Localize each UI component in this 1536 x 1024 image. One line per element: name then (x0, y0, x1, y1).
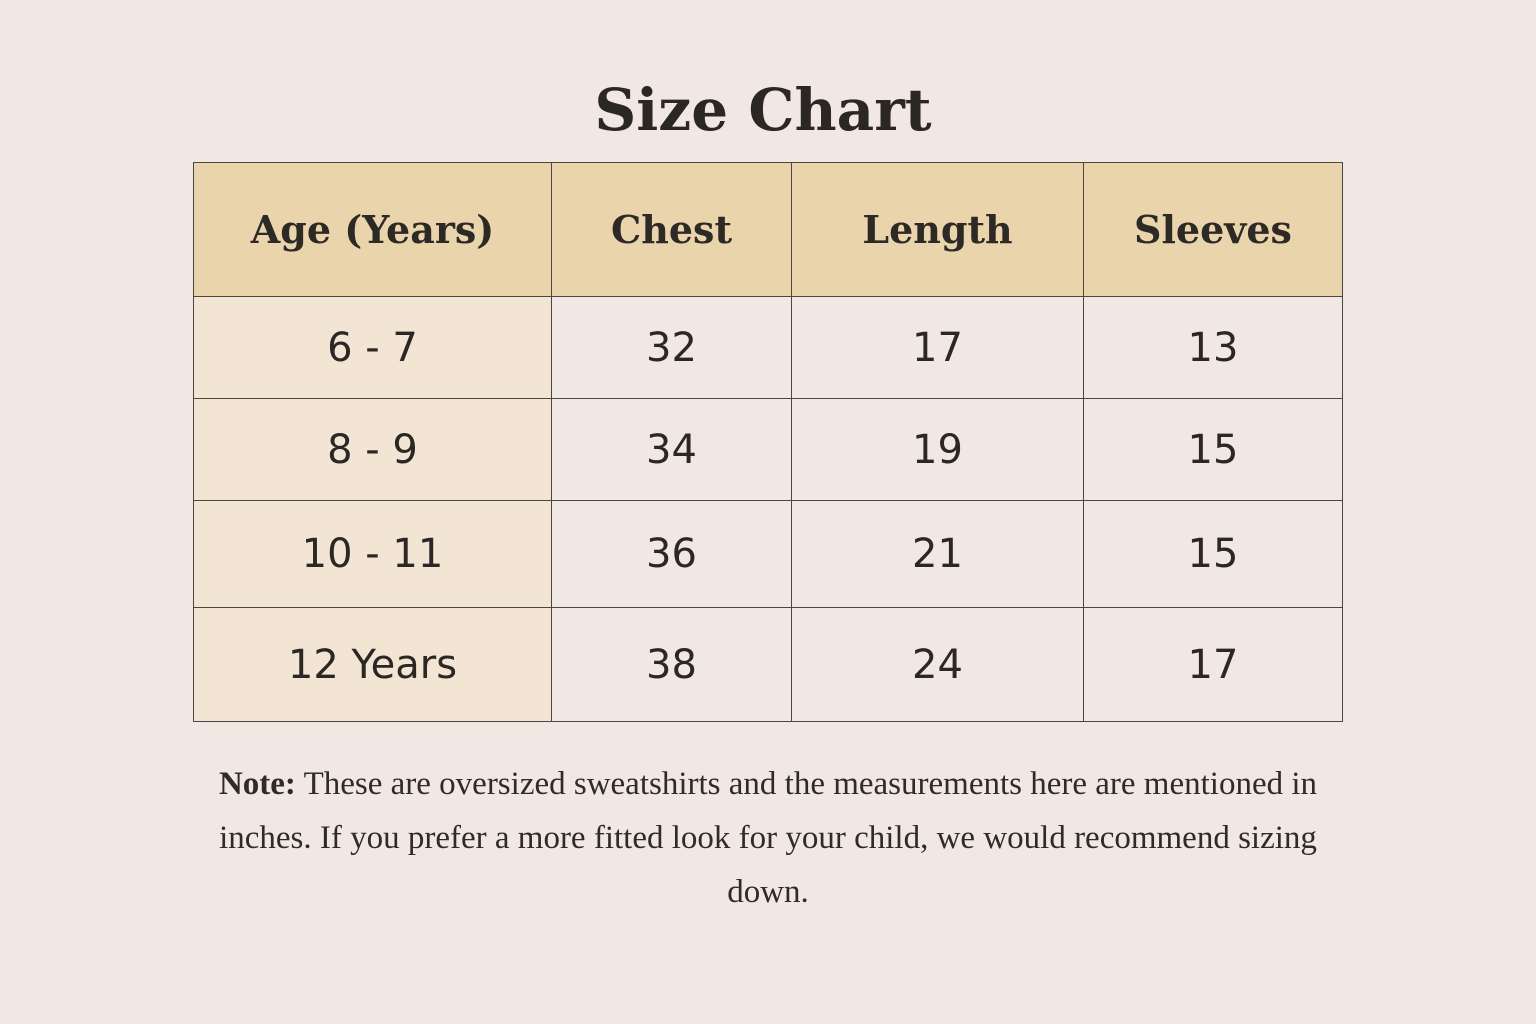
header-chest: Chest (552, 163, 792, 297)
cell-chest: 34 (552, 399, 792, 501)
cell-length: 19 (792, 399, 1084, 501)
header-age: Age (Years) (194, 163, 552, 297)
cell-age: 10 - 11 (194, 501, 552, 608)
cell-age: 12 Years (194, 608, 552, 722)
note-text: These are oversized sweatshirts and the measurements here are mentioned in inches. If you prefer a more fitted look for your child, we would recommend sizing down. (219, 766, 1318, 910)
cell-sleeves: 15 (1084, 399, 1343, 501)
table-row (194, 297, 1343, 399)
header-length: Length (792, 163, 1084, 297)
note-label: Note: (218, 766, 296, 802)
size-table (193, 162, 1343, 722)
cell-sleeves: 17 (1084, 608, 1343, 722)
sizing-note (188, 757, 1348, 919)
cell-sleeves: 13 (1084, 297, 1343, 399)
cell-length: 17 (792, 297, 1084, 399)
table-row (194, 608, 1343, 722)
cell-sleeves: 15 (1084, 501, 1343, 608)
header-row (194, 163, 1343, 297)
cell-length: 21 (792, 501, 1084, 608)
page-title: Size Chart (594, 76, 932, 144)
table-row (194, 501, 1343, 608)
cell-age: 8 - 9 (194, 399, 552, 501)
table-row (194, 399, 1343, 501)
cell-age: 6 - 7 (194, 297, 552, 399)
cell-chest: 32 (552, 297, 792, 399)
cell-chest: 38 (552, 608, 792, 722)
header-sleeves: Sleeves (1084, 163, 1343, 297)
cell-chest: 36 (552, 501, 792, 608)
cell-length: 24 (792, 608, 1084, 722)
